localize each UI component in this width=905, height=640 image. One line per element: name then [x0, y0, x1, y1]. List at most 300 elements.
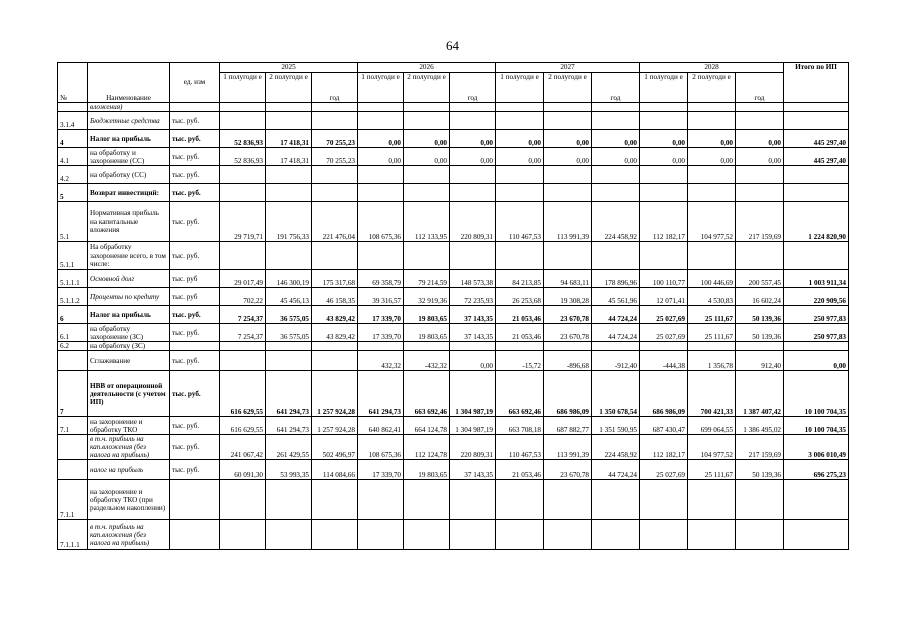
value-cell: [688, 103, 736, 112]
value-cell: [358, 166, 404, 184]
value-cell: [266, 342, 312, 351]
value-cell: 112 133,95: [404, 202, 450, 242]
value-cell: 84 213,85: [496, 270, 544, 288]
value-cell: -912,40: [592, 351, 640, 371]
table-row: [58, 306, 849, 324]
table-header: [58, 63, 849, 103]
row-unit: тыс. руб.: [170, 371, 220, 417]
value-cell: 224 458,92: [592, 435, 640, 460]
value-cell: [736, 520, 784, 550]
table-row: [58, 351, 849, 371]
header-total: Итого по ИП: [784, 63, 849, 103]
value-cell: 112 182,17: [640, 202, 688, 242]
value-cell: [592, 103, 640, 112]
row-number: 5: [58, 184, 88, 202]
header-half1: 1 полугоди е: [358, 73, 404, 103]
value-cell: 1 356,78: [688, 351, 736, 371]
value-cell: [736, 103, 784, 112]
row-name: Возврат инвестиций:: [88, 184, 170, 202]
row-number: 4.2: [58, 166, 88, 184]
row-number: 5.1.1.2: [58, 288, 88, 306]
value-cell: 43 829,42: [312, 306, 358, 324]
value-cell: 50 139,36: [736, 460, 784, 480]
value-cell: 702,22: [220, 288, 266, 306]
row-unit: тыс. руб.: [170, 130, 220, 148]
row-name: Бюджетные средства: [88, 112, 170, 130]
value-cell: 17 339,70: [358, 460, 404, 480]
value-cell: 25 111,67: [688, 324, 736, 342]
row-name: Налог на прибыль: [88, 306, 170, 324]
value-cell: 43 829,42: [312, 324, 358, 342]
row-number: 6.2: [58, 342, 88, 351]
value-cell: [496, 520, 544, 550]
value-cell: 44 724,24: [592, 460, 640, 480]
total-cell: [784, 480, 849, 520]
value-cell: 641 294,73: [266, 371, 312, 417]
value-cell: [688, 520, 736, 550]
total-cell: 3 006 010,49: [784, 435, 849, 460]
value-cell: 37 143,35: [450, 306, 496, 324]
value-cell: [220, 342, 266, 351]
value-cell: -15,72: [496, 351, 544, 371]
value-cell: [312, 166, 358, 184]
value-cell: 146 300,19: [266, 270, 312, 288]
total-cell: 220 909,56: [784, 288, 849, 306]
value-cell: [312, 520, 358, 550]
value-cell: -432,32: [404, 351, 450, 371]
value-cell: 0,00: [496, 130, 544, 148]
value-cell: 21 053,46: [496, 460, 544, 480]
value-cell: [220, 166, 266, 184]
total-cell: 1 224 820,90: [784, 202, 849, 242]
row-unit: тыс. руб: [170, 288, 220, 306]
value-cell: 1 386 495,02: [736, 417, 784, 435]
row-name: в т.ч. прибыль на кап.вложения (без налога на прибыль): [88, 435, 170, 460]
value-cell: 663 692,46: [404, 371, 450, 417]
header-year-2027: 2027: [496, 63, 640, 73]
header-year-col: год: [450, 73, 496, 103]
header-half1: 1 полугоди е: [220, 73, 266, 103]
value-cell: 663 708,18: [496, 417, 544, 435]
value-cell: [496, 342, 544, 351]
value-cell: [266, 351, 312, 371]
row-unit: тыс. руб.: [170, 112, 220, 130]
value-cell: 25 111,67: [688, 306, 736, 324]
value-cell: [544, 242, 592, 270]
total-cell: [784, 112, 849, 130]
value-cell: [592, 520, 640, 550]
value-cell: 112 182,17: [640, 435, 688, 460]
header-half2: 2 полугоди е: [266, 73, 312, 103]
row-unit: тыс. руб.: [170, 351, 220, 371]
row-number: 7: [58, 371, 88, 417]
row-number: 4: [58, 130, 88, 148]
value-cell: 200 557,45: [736, 270, 784, 288]
value-cell: 217 159,69: [736, 435, 784, 460]
value-cell: 700 421,33: [688, 371, 736, 417]
value-cell: 104 977,52: [688, 202, 736, 242]
value-cell: [358, 184, 404, 202]
value-cell: 113 991,39: [544, 435, 592, 460]
value-cell: [266, 520, 312, 550]
value-cell: [592, 112, 640, 130]
total-cell: [784, 342, 849, 351]
value-cell: 44 724,24: [592, 306, 640, 324]
value-cell: 616 629,55: [220, 371, 266, 417]
value-cell: 663 692,46: [496, 371, 544, 417]
table-row: [58, 520, 849, 550]
value-cell: 1 350 678,54: [592, 371, 640, 417]
value-cell: 217 159,69: [736, 202, 784, 242]
value-cell: 108 675,36: [358, 202, 404, 242]
row-number: [58, 103, 88, 112]
value-cell: [688, 112, 736, 130]
value-cell: 175 317,68: [312, 270, 358, 288]
value-cell: [544, 112, 592, 130]
total-cell: 250 977,83: [784, 324, 849, 342]
row-number: 5.1.1.1: [58, 270, 88, 288]
value-cell: [450, 112, 496, 130]
row-name: налог на прибыль: [88, 460, 170, 480]
value-cell: 45 456,13: [266, 288, 312, 306]
row-name: на захоронение и обработку ТКО (при раздельном накоплении): [88, 480, 170, 520]
value-cell: 39 316,57: [358, 288, 404, 306]
value-cell: [640, 480, 688, 520]
value-cell: 23 670,78: [544, 324, 592, 342]
value-cell: [496, 112, 544, 130]
value-cell: 0,00: [688, 148, 736, 166]
value-cell: [688, 480, 736, 520]
row-name: на захоронение и обработку ТКО: [88, 417, 170, 435]
value-cell: 50 139,36: [736, 324, 784, 342]
value-cell: 0,00: [358, 148, 404, 166]
header-no: №: [58, 63, 88, 103]
value-cell: 220 809,31: [450, 435, 496, 460]
total-cell: 696 275,23: [784, 460, 849, 480]
value-cell: [592, 480, 640, 520]
page-number: 64: [446, 38, 459, 53]
value-cell: 110 467,53: [496, 435, 544, 460]
value-cell: 0,00: [404, 148, 450, 166]
value-cell: 224 458,92: [592, 202, 640, 242]
value-cell: [312, 112, 358, 130]
table-row: [58, 435, 849, 460]
value-cell: [592, 242, 640, 270]
value-cell: [450, 166, 496, 184]
value-cell: [450, 103, 496, 112]
value-cell: [544, 184, 592, 202]
value-cell: [266, 242, 312, 270]
row-name: на обработку захоронение (ЗС): [88, 324, 170, 342]
value-cell: [640, 166, 688, 184]
total-cell: [784, 242, 849, 270]
value-cell: [736, 342, 784, 351]
row-number: 7.1.1.1: [58, 520, 88, 550]
total-cell: [784, 520, 849, 550]
row-unit: тыс. руб.: [170, 435, 220, 460]
header-unit: ед. изм: [170, 63, 220, 103]
value-cell: [496, 480, 544, 520]
value-cell: 70 255,23: [312, 130, 358, 148]
value-cell: 44 724,24: [592, 324, 640, 342]
value-cell: [266, 184, 312, 202]
row-unit: [170, 103, 220, 112]
row-unit: тыс. руб.: [170, 242, 220, 270]
value-cell: 17 339,70: [358, 324, 404, 342]
value-cell: [736, 242, 784, 270]
value-cell: [450, 520, 496, 550]
table-row: [58, 103, 849, 112]
row-name: Налог на прибыль: [88, 130, 170, 148]
value-cell: [736, 184, 784, 202]
value-cell: 687 430,47: [640, 417, 688, 435]
value-cell: 664 124,78: [404, 417, 450, 435]
value-cell: 1 304 987,19: [450, 417, 496, 435]
value-cell: [592, 166, 640, 184]
value-cell: [266, 480, 312, 520]
value-cell: [404, 166, 450, 184]
row-name: Сглаживание: [88, 351, 170, 371]
total-cell: [784, 184, 849, 202]
row-name: вложения): [88, 103, 170, 112]
row-name: на обработку и захоронение (СС): [88, 148, 170, 166]
value-cell: [358, 480, 404, 520]
table-row: [58, 242, 849, 270]
value-cell: 46 158,35: [312, 288, 358, 306]
table-row: [58, 417, 849, 435]
value-cell: 0,00: [736, 130, 784, 148]
value-cell: [358, 242, 404, 270]
row-name: Основной долг: [88, 270, 170, 288]
value-cell: 23 670,78: [544, 306, 592, 324]
value-cell: 0,00: [358, 130, 404, 148]
value-cell: 261 429,55: [266, 435, 312, 460]
value-cell: [450, 184, 496, 202]
value-cell: 432,32: [358, 351, 404, 371]
value-cell: 0,00: [640, 148, 688, 166]
value-cell: [688, 184, 736, 202]
value-cell: -896,68: [544, 351, 592, 371]
value-cell: 114 084,66: [312, 460, 358, 480]
value-cell: 0,00: [592, 148, 640, 166]
value-cell: [312, 351, 358, 371]
value-cell: 19 803,65: [404, 324, 450, 342]
value-cell: 1 257 924,28: [312, 417, 358, 435]
value-cell: [592, 342, 640, 351]
value-cell: 0,00: [640, 130, 688, 148]
value-cell: 21 053,46: [496, 306, 544, 324]
value-cell: [404, 112, 450, 130]
value-cell: 25 027,69: [640, 306, 688, 324]
value-cell: 21 053,46: [496, 324, 544, 342]
value-cell: [736, 166, 784, 184]
value-cell: 221 476,04: [312, 202, 358, 242]
value-cell: 191 756,33: [266, 202, 312, 242]
value-cell: 7 254,37: [220, 306, 266, 324]
row-unit: тыс. руб.: [170, 184, 220, 202]
header-year-2025: 2025: [220, 63, 358, 73]
value-cell: 0,00: [450, 148, 496, 166]
value-cell: 53 993,35: [266, 460, 312, 480]
value-cell: [266, 112, 312, 130]
value-cell: 17 418,31: [266, 148, 312, 166]
value-cell: 699 064,55: [688, 417, 736, 435]
row-unit: [170, 342, 220, 351]
value-cell: [220, 112, 266, 130]
value-cell: 37 143,35: [450, 460, 496, 480]
row-name: Нормативная прибыль на капитальные вложения: [88, 202, 170, 242]
total-cell: [784, 166, 849, 184]
value-cell: 148 573,38: [450, 270, 496, 288]
value-cell: [496, 242, 544, 270]
value-cell: [736, 112, 784, 130]
total-cell: 10 100 704,35: [784, 417, 849, 435]
value-cell: 1 387 407,42: [736, 371, 784, 417]
value-cell: 7 254,37: [220, 324, 266, 342]
table-row: [58, 324, 849, 342]
value-cell: 100 110,77: [640, 270, 688, 288]
row-number: 6: [58, 306, 88, 324]
header-year-2026: 2026: [358, 63, 496, 73]
value-cell: [312, 342, 358, 351]
total-cell: 250 977,83: [784, 306, 849, 324]
value-cell: [592, 184, 640, 202]
value-cell: 32 919,36: [404, 288, 450, 306]
table-row: [58, 148, 849, 166]
value-cell: [688, 342, 736, 351]
value-cell: 69 358,79: [358, 270, 404, 288]
total-cell: 1 003 911,34: [784, 270, 849, 288]
value-cell: [358, 342, 404, 351]
value-cell: [544, 166, 592, 184]
value-cell: 17 339,70: [358, 306, 404, 324]
value-cell: [450, 342, 496, 351]
value-cell: 19 803,65: [404, 306, 450, 324]
value-cell: [640, 103, 688, 112]
total-cell: 10 100 704,35: [784, 371, 849, 417]
row-number: 7.1: [58, 417, 88, 435]
value-cell: [736, 480, 784, 520]
value-cell: [404, 184, 450, 202]
value-cell: 17 418,31: [266, 130, 312, 148]
value-cell: 220 809,31: [450, 202, 496, 242]
value-cell: [640, 112, 688, 130]
table-row: [58, 202, 849, 242]
row-number: 5.1.1: [58, 242, 88, 270]
value-cell: [358, 103, 404, 112]
value-cell: [266, 103, 312, 112]
row-number: [58, 435, 88, 460]
value-cell: 25 027,69: [640, 460, 688, 480]
value-cell: 25 027,69: [640, 324, 688, 342]
value-cell: 37 143,35: [450, 324, 496, 342]
value-cell: 72 235,93: [450, 288, 496, 306]
total-cell: 445 297,40: [784, 148, 849, 166]
value-cell: 0,00: [404, 130, 450, 148]
value-cell: [544, 342, 592, 351]
value-cell: 26 253,68: [496, 288, 544, 306]
value-cell: [220, 351, 266, 371]
table-row: [58, 342, 849, 351]
row-name: в т.ч. прибыль на кап.вложения (без налога на прибыль): [88, 520, 170, 550]
row-number: 3.1.4: [58, 112, 88, 130]
header-half2: 2 полугоди е: [544, 73, 592, 103]
value-cell: [450, 242, 496, 270]
value-cell: 616 629,55: [220, 417, 266, 435]
row-number: 7.1.1: [58, 480, 88, 520]
value-cell: 112 124,78: [404, 435, 450, 460]
row-unit: тыс. руб.: [170, 417, 220, 435]
row-number: 6.1: [58, 324, 88, 342]
value-cell: [358, 112, 404, 130]
value-cell: [220, 103, 266, 112]
header-year-2028: 2028: [640, 63, 784, 73]
table-row: [58, 166, 849, 184]
value-cell: 36 575,05: [266, 306, 312, 324]
value-cell: [404, 342, 450, 351]
value-cell: 29 719,71: [220, 202, 266, 242]
value-cell: 108 675,36: [358, 435, 404, 460]
table-row: [58, 130, 849, 148]
value-cell: [312, 242, 358, 270]
row-unit: [170, 520, 220, 550]
value-cell: [266, 166, 312, 184]
row-unit: тыс. руб.: [170, 460, 220, 480]
value-cell: [544, 103, 592, 112]
value-cell: 686 986,09: [640, 371, 688, 417]
row-name: на обработку (ЗС): [88, 342, 170, 351]
value-cell: 52 836,93: [220, 148, 266, 166]
financial-table: [57, 62, 849, 550]
value-cell: [640, 520, 688, 550]
value-cell: [496, 184, 544, 202]
value-cell: 0,00: [592, 130, 640, 148]
value-cell: -444,38: [640, 351, 688, 371]
value-cell: [688, 166, 736, 184]
value-cell: 45 561,96: [592, 288, 640, 306]
table-row: [58, 270, 849, 288]
row-number: 5.1: [58, 202, 88, 242]
table-row: [58, 184, 849, 202]
table-row: [58, 371, 849, 417]
value-cell: [544, 520, 592, 550]
value-cell: 19 803,65: [404, 460, 450, 480]
total-cell: 0,00: [784, 351, 849, 371]
value-cell: [496, 103, 544, 112]
value-cell: 79 214,59: [404, 270, 450, 288]
row-unit: тыс. руб.: [170, 324, 220, 342]
value-cell: 94 683,11: [544, 270, 592, 288]
value-cell: 70 255,23: [312, 148, 358, 166]
value-cell: 12 071,41: [640, 288, 688, 306]
value-cell: [404, 242, 450, 270]
value-cell: [450, 480, 496, 520]
value-cell: [640, 242, 688, 270]
value-cell: 502 496,97: [312, 435, 358, 460]
row-name: НВВ от операционной деятельности (с учетом ИП): [88, 371, 170, 417]
value-cell: [640, 342, 688, 351]
value-cell: [404, 103, 450, 112]
row-number: [58, 460, 88, 480]
value-cell: 1 257 924,28: [312, 371, 358, 417]
header-year-col: год: [736, 73, 784, 103]
row-unit: тыс. руб.: [170, 306, 220, 324]
row-unit: [170, 480, 220, 520]
row-name: Проценты по кредиту: [88, 288, 170, 306]
value-cell: 0,00: [688, 130, 736, 148]
value-cell: [404, 480, 450, 520]
table-row: [58, 288, 849, 306]
